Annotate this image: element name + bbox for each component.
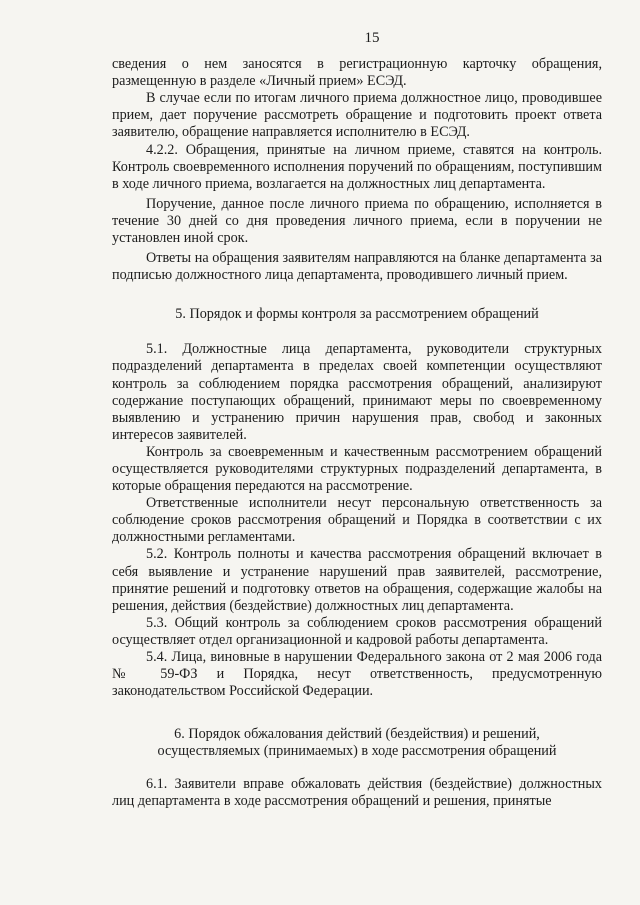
paragraph: 6.1. Заявители вправе обжаловать действия (бездействие) должностных лиц департамента в ходе рассмотрения обращений и решения, принятые (112, 776, 602, 810)
paragraph: Ответственные исполнители несут персональную ответственность за соблюдение сроков рассмотрения обращений и Порядка в соответствии с их должностными регламентами. (112, 495, 602, 546)
paragraph: 5.4. Лица, виновные в нарушении Федерального закона от 2 мая 2006 года № 59-ФЗ и Порядка, несут ответственность, предусмотренную законодательством Российской Федерации. (112, 649, 602, 700)
paragraph: Поручение, данное после личного приема по обращению, исполняется в течение 30 дней со дня проведения личного приема, если в поручении не установлен иной срок. (112, 195, 602, 247)
paragraph: 4.2.2. Обращения, принятые на личном приеме, ставятся на контроль. Контроль своевременного исполнения поручений по обращениям, поступившим в ходе личного приема, возлагается на должностных лиц департамента. (112, 141, 602, 192)
paragraph: Контроль за своевременным и качественным рассмотрением обращений осуществляется руководителями структурных подразделений департамента, в которые обращения передаются на рассмотрение. (112, 443, 602, 495)
paragraph: 5.1. Должностные лица департамента, руководители структурных подразделений департамента в пределах своей компетенции осуществляют контроль за соблюдением порядка рассмотрения обращений, анализируют содержание поступающих обращений, принимают меры по своевременному выявлению и устранению причин нарушения прав, свобод и законных интересов заявителей. (112, 341, 602, 443)
section-6-heading-line: осуществляемых (принимаемых) в ходе рассмотрения обращений (157, 743, 557, 760)
paragraph: Ответы на обращения заявителям направляются на бланке департамента за подписью должностного лица департамента, проводившего личный прием. (112, 250, 602, 284)
paragraph: сведения о нем заносятся в регистрационную карточку обращения, размещенную в разделе «Личный прием» ЕСЭД. (112, 56, 602, 90)
section-6-heading-line: 6. Порядок обжалования действий (бездействия) и решений, (174, 726, 540, 743)
section-5-heading: 5. Порядок и формы контроля за рассмотрением обращений (175, 306, 539, 323)
section-6-heading (112, 726, 602, 760)
paragraph: 5.3. Общий контроль за соблюдением сроков рассмотрения обращений осуществляет отдел организационной и кадровой работы департамента. (112, 614, 602, 648)
page-number: 15 (364, 30, 380, 46)
paragraph: В случае если по итогам личного приема должностное лицо, проводившее прием, дает поручение рассмотреть обращение и подготовить проект ответа заявителю, обращение направляется исполнителю в ЕСЭД. (112, 90, 602, 141)
paragraph: 5.2. Контроль полноты и качества рассмотрения обращений включает в себя выявление и устранение нарушений прав заявителей, рассмотрение, принятие решений и подготовку ответов на обращения, содержащие жалобы на решения, действия (бездействие) должностных лиц департамента. (112, 546, 602, 614)
